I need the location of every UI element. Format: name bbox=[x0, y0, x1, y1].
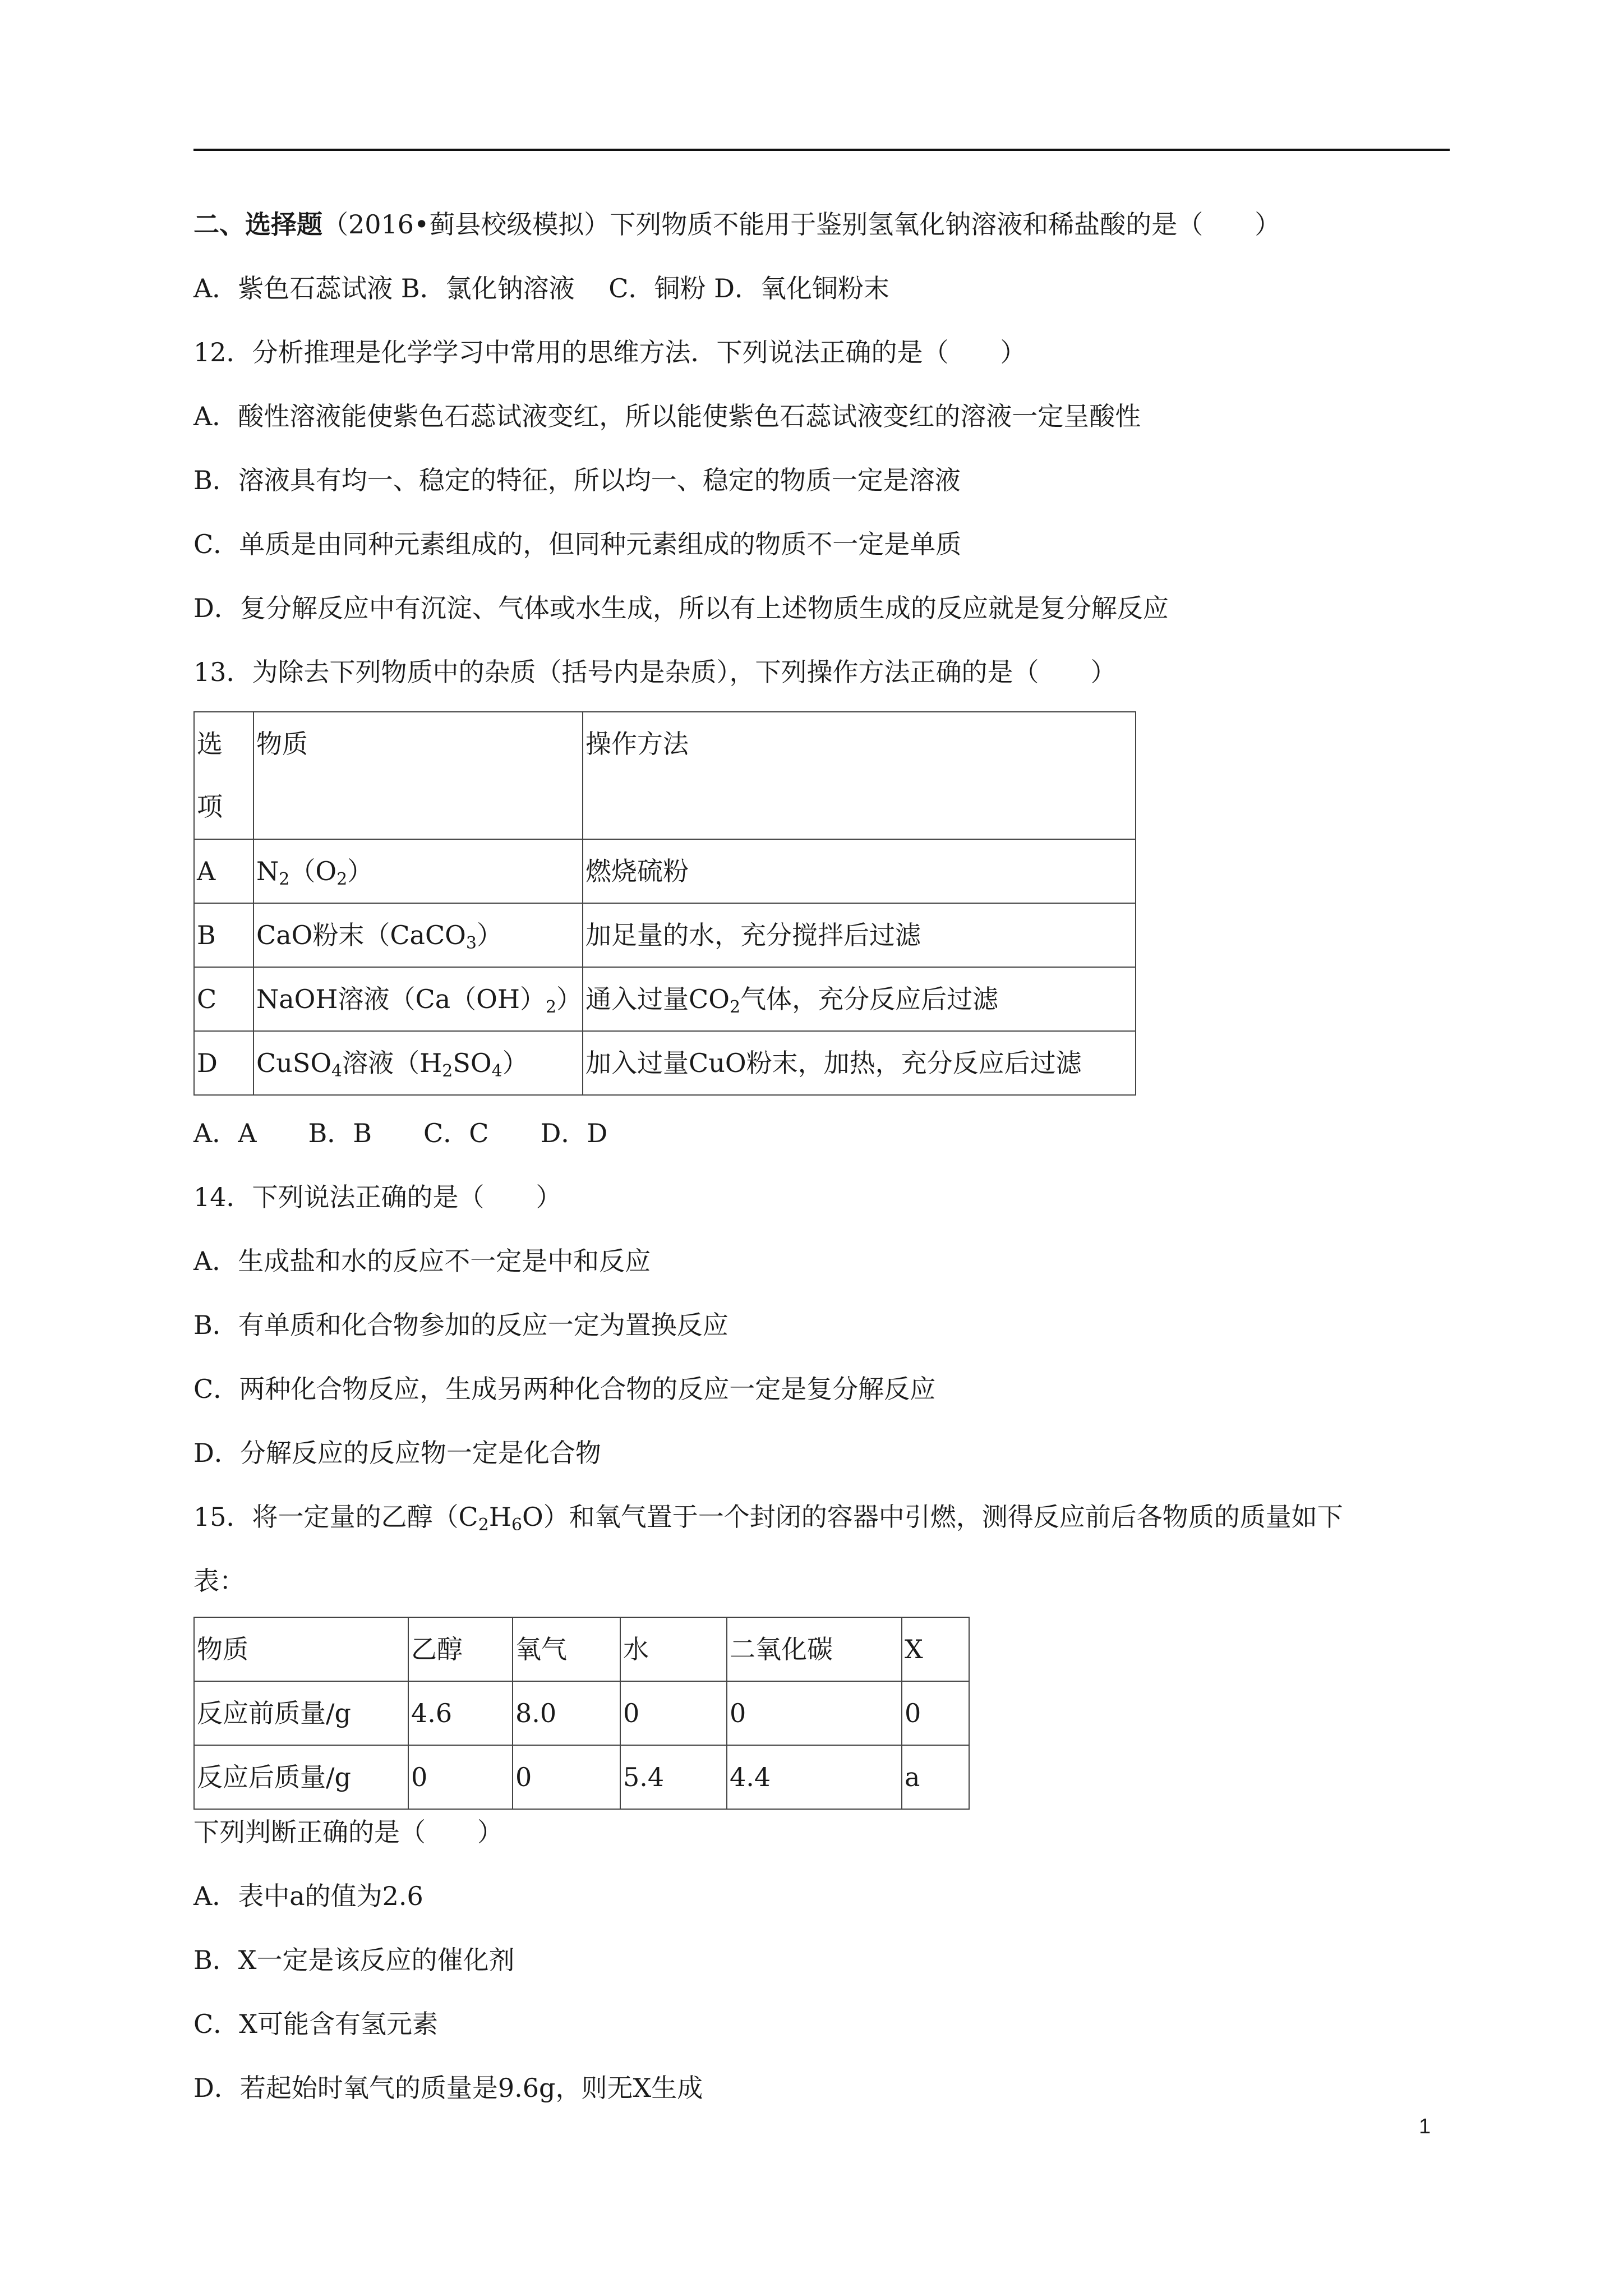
table-row bbox=[194, 903, 1136, 967]
table-row bbox=[194, 1745, 969, 1809]
table-row bbox=[194, 1681, 969, 1745]
header-cell: 二氧化碳 bbox=[727, 1617, 902, 1681]
table-cell: 5.4 bbox=[620, 1745, 727, 1809]
table-cell: 0 bbox=[620, 1681, 727, 1745]
header-option: 选 项 bbox=[194, 712, 253, 839]
q14-option-a: A．生成盐和水的反应不一定是中和反应 bbox=[193, 1246, 651, 1276]
q12-option-a: A．酸性溶液能使紫色石蕊试液变红，所以能使紫色石蕊试液变红的溶液一定呈酸性 bbox=[193, 401, 1141, 431]
row-method: 燃烧硫粉 bbox=[583, 839, 1136, 903]
q13-table bbox=[193, 711, 1136, 1096]
q11-stem bbox=[193, 208, 1280, 241]
table-cell: 反应前质量/g bbox=[194, 1681, 408, 1745]
table-row bbox=[194, 967, 1136, 1031]
q14-option-c: C．两种化合物反应，生成另两种化合物的反应一定是复分解反应 bbox=[193, 1374, 936, 1404]
table-header-row bbox=[194, 1617, 969, 1681]
q12-option-c: C．单质是由同种元素组成的，但同种元素组成的物质不一定是单质 bbox=[193, 529, 962, 559]
header-cell: 水 bbox=[620, 1617, 727, 1681]
table-cell: 0 bbox=[727, 1681, 902, 1745]
q12-option-b: B．溶液具有均一、稳定的特征，所以均一、稳定的物质一定是溶液 bbox=[193, 465, 961, 495]
page-number: 1 bbox=[1419, 2115, 1431, 2138]
table-cell: a bbox=[902, 1745, 969, 1809]
q13-options: A．A B．B C．C D．D bbox=[193, 1118, 608, 1148]
q11-stem-text: （2016•蓟县校级模拟）下列物质不能用于鉴别氢氧化钠溶液和稀盐酸的是（ ） bbox=[322, 209, 1281, 240]
table-cell: 0 bbox=[513, 1745, 620, 1809]
row-option: C bbox=[194, 967, 253, 1031]
table-cell: 8.0 bbox=[513, 1681, 620, 1745]
header-method: 操作方法 bbox=[583, 712, 1136, 839]
row-substance: CaO粉末（CaCO$_3$） bbox=[253, 903, 583, 967]
q15-stem-cont: 表： bbox=[193, 1566, 245, 1596]
q11-options: A．紫色石蕊试液 B．氯化钠溶液 C．铜粉 D．氧化铜粉末 bbox=[193, 273, 889, 303]
row-method: 加足量的水，充分搅拌后过滤 bbox=[583, 903, 1136, 967]
q15-option-d: D．若起始时氧气的质量是9.6g，则无X生成 bbox=[193, 2073, 703, 2103]
q15-stem: 15．将一定量的乙醇$(C_2H_6O)$和氧气置于一个封闭的容器中引燃，测得反应前后各物质的质量如下 bbox=[193, 1502, 1343, 1535]
row-substance: CuSO$_4$溶液$(H_2SO_4)$ bbox=[253, 1031, 583, 1095]
q12-stem: 12．分析推理是化学学习中常用的思维方法．下列说法正确的是（ ） bbox=[193, 337, 1026, 367]
q15-option-a: A．表中a的值为2.6 bbox=[193, 1881, 423, 1911]
q14-option-d: D．分解反应的反应物一定是化合物 bbox=[193, 1438, 601, 1468]
row-substance: $N_2(O_2)$ bbox=[253, 839, 583, 903]
table-row bbox=[194, 839, 1136, 903]
q15-option-c: C．X可能含有氢元素 bbox=[193, 2009, 438, 2039]
header-cell: 乙醇 bbox=[408, 1617, 513, 1681]
header-cell: 物质 bbox=[194, 1617, 408, 1681]
row-method: 加入过量CuO粉末，加热，充分反应后过滤 bbox=[583, 1031, 1136, 1095]
q15-table bbox=[193, 1617, 970, 1810]
table-cell: 0 bbox=[408, 1745, 513, 1809]
row-option: D bbox=[194, 1031, 253, 1095]
table-cell: 4.4 bbox=[727, 1745, 902, 1809]
header-cell: X bbox=[902, 1617, 969, 1681]
row-option: B bbox=[194, 903, 253, 967]
table-cell: 4.6 bbox=[408, 1681, 513, 1745]
table-cell: 0 bbox=[902, 1681, 969, 1745]
table-cell: 反应后质量/g bbox=[194, 1745, 408, 1809]
q14-stem: 14．下列说法正确的是（ ） bbox=[193, 1182, 562, 1212]
q13-stem: 13．为除去下列物质中的杂质（括号内是杂质），下列操作方法正确的是（ ） bbox=[193, 657, 1117, 687]
section-label: 二、选择题 bbox=[193, 209, 322, 240]
row-substance: NaOH溶液$(Ca(OH)_2)$ bbox=[253, 967, 583, 1031]
q15-option-b: B．X一定是该反应的催化剂 bbox=[193, 1945, 515, 1975]
q15-question: 下列判断正确的是（ ） bbox=[193, 1817, 503, 1847]
table-row bbox=[194, 1031, 1136, 1095]
table-header-row bbox=[194, 712, 1136, 839]
header-cell: 氧气 bbox=[513, 1617, 620, 1681]
q14-option-b: B．有单质和化合物参加的反应一定为置换反应 bbox=[193, 1310, 728, 1340]
header-substance: 物质 bbox=[253, 712, 583, 839]
row-option: A bbox=[194, 839, 253, 903]
row-method: 通入过量$CO_2$气体，充分反应后过滤 bbox=[583, 967, 1136, 1031]
header-rule bbox=[193, 149, 1450, 151]
q12-option-d: D．复分解反应中有沉淀、气体或水生成，所以有上述物质生成的反应就是复分解反应 bbox=[193, 593, 1169, 623]
